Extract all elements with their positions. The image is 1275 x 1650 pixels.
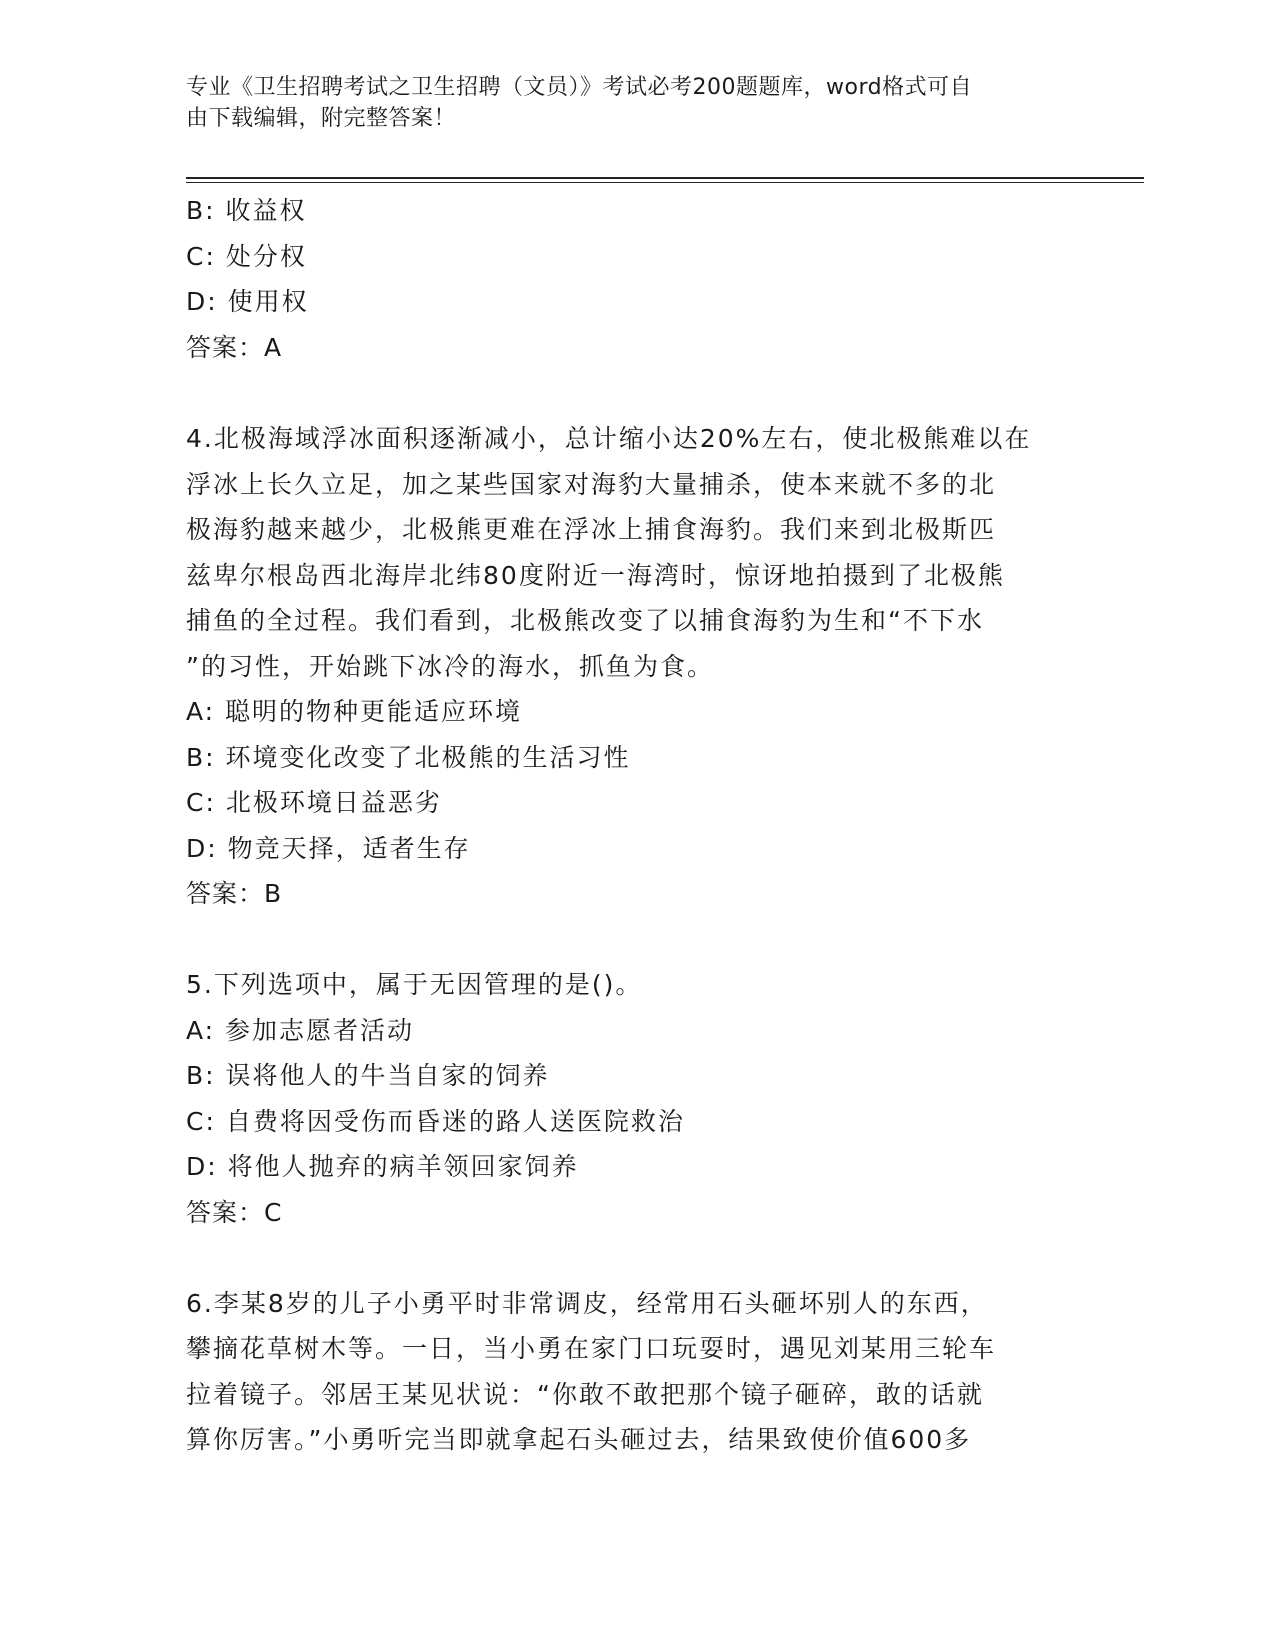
option-c: C: 北极环境日益恶劣 (186, 788, 442, 817)
option-b: B: 环境变化改变了北极熊的生活习性 (186, 742, 631, 772)
document-body (186, 188, 1086, 1463)
question-stem-line: 4.北极海域浮冰面积逐渐减小，总计缩小达20%左右，使北极熊难以在 (186, 424, 1032, 453)
option-d: D: 物竞天择，适者生存 (186, 833, 471, 863)
question-stem-line: 算你厉害。”小勇听完当即就拿起石头砸过去，结果致使价值600多 (186, 1425, 972, 1454)
question-stem-line: 浮冰上长久立足，加之某些国家对海豹大量捕杀，使本来就不多的北 (186, 469, 997, 499)
option-c: C: 处分权 (186, 241, 307, 271)
option-b: B: 收益权 (186, 196, 307, 225)
document-header (186, 72, 1066, 134)
question-stem: 5.下列选项中，属于无因管理的是()。 (186, 970, 643, 999)
answer: 答案：C (186, 1197, 283, 1227)
header-line-2: 由下载编辑，附完整答案！ (186, 106, 457, 131)
answer: 答案：B (186, 879, 283, 908)
option-d: D: 使用权 (186, 287, 309, 316)
option-a: A: 参加志愿者活动 (186, 1015, 415, 1045)
header-divider-thin (186, 182, 1144, 183)
answer: 答案：A (186, 332, 283, 362)
option-b: B: 误将他人的牛当自家的饲养 (186, 1061, 550, 1090)
option-a: A: 聪明的物种更能适应环境 (186, 697, 523, 726)
question-6 (186, 1281, 1086, 1463)
header-line-1: 专业《卫生招聘考试之卫生招聘（文员）》考试必考200题题库，word格式可自 (186, 75, 973, 100)
question-stem-line: 极海豹越来越少，北极熊更难在浮冰上捕食海豹。我们来到北极斯匹 (186, 515, 997, 544)
option-d: D: 将他人抛弃的病羊领回家饲养 (186, 1152, 579, 1181)
question-5 (186, 962, 1086, 1235)
question-stem-line: 兹卑尔根岛西北海岸北纬80度附近一海湾时，惊讶地拍摄到了北极熊 (186, 560, 1005, 590)
option-c: C: 自费将因受伤而昏迷的路人送医院救治 (186, 1106, 685, 1136)
header-divider-thick (186, 177, 1144, 179)
question-stem-line: 攀摘花草树木等。一日，当小勇在家门口玩耍时，遇见刘某用三轮车 (186, 1334, 997, 1363)
question-4 (186, 416, 1086, 917)
question-stem-line: ”的习性，开始跳下冰冷的海水，抓鱼为食。 (186, 651, 714, 681)
question-stem-line: 6.李某8岁的儿子小勇平时非常调皮，经常用石头砸坏别人的东西， (186, 1288, 988, 1318)
question-stem-line: 捕鱼的全过程。我们看到，北极熊改变了以捕食海豹为生和“不下水 (186, 606, 984, 635)
question-stem-line: 拉着镜子。邻居王某见状说：“你敢不敢把那个镜子砸碎，敢的话就 (186, 1379, 984, 1409)
question-3 (186, 188, 1086, 370)
